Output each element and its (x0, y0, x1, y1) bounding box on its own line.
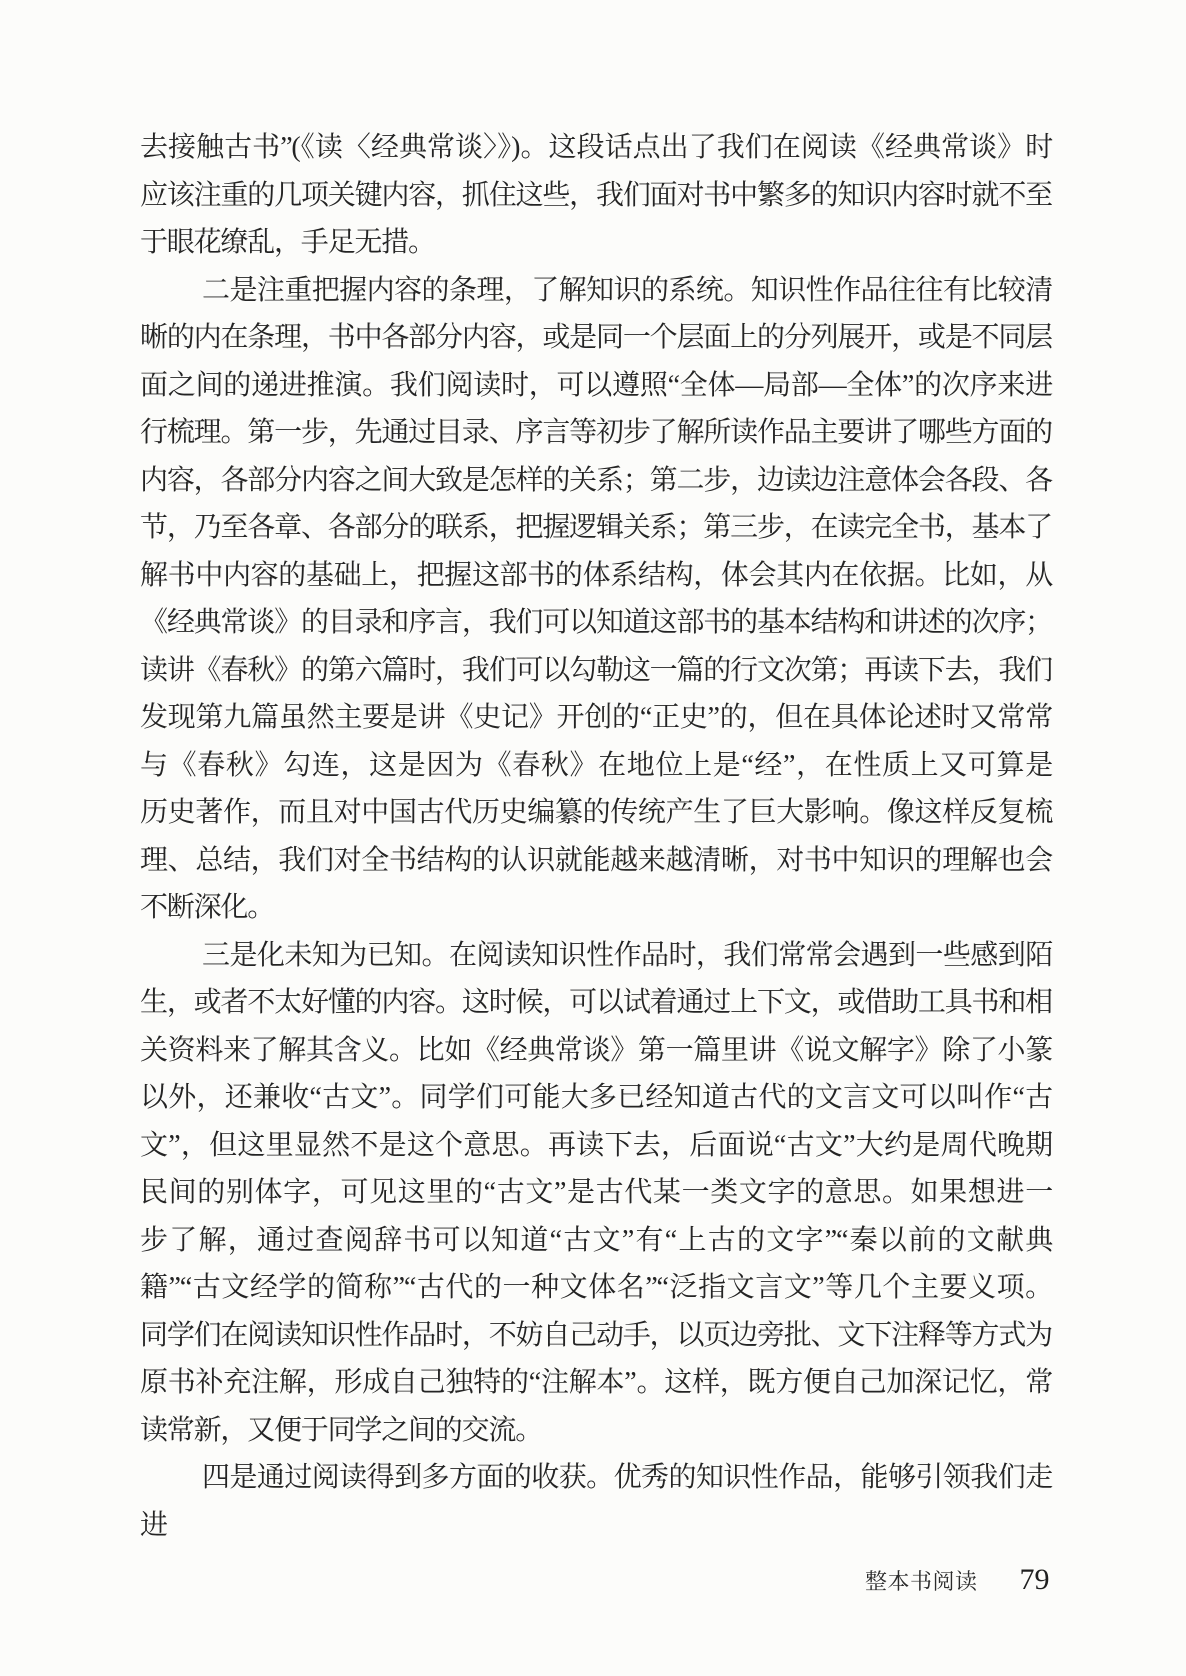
text-line: 三是化未知为已知。在阅读知识性作品时，我们常常会遇到一些感到陌 (202, 939, 1052, 971)
text-line: 同学们在阅读知识性作品时，不妨自己动手，以页边旁批、文下注释等方式为 (140, 1319, 1052, 1351)
text-line: 四是通过阅读得到多方面的收获。优秀的知识性作品，能够引领我们走进 (140, 1462, 1052, 1541)
footer-page-number: 79 (1019, 1563, 1050, 1596)
text-line: 读讲《春秋》的第六篇时，我们可以勾勒这一篇的行文次第；再读下去，我们 (140, 654, 1052, 686)
text-line: 面之间的递进推演。我们阅读时，可以遵照“全体—局部—全体”的次序来进 (140, 369, 1052, 401)
body-text (140, 124, 1052, 1541)
text-line: 籍”“古文经学的简称”“古代的一种文体名”“泛指文言文”等几个主要义项。 (140, 1272, 1052, 1303)
text-line: 读常新，又便于同学之间的交流。 (140, 1414, 543, 1446)
text-line: 节，乃至各章、各部分的联系，把握逻辑关系；第三步，在读完全书，基本了 (140, 512, 1052, 543)
text-line: 历史著作，而且对中国古代历史编纂的传统产生了巨大影响。像这样反复梳 (140, 797, 1052, 828)
text-line: 与《春秋》勾连，这是因为《春秋》在地位上是“经”，在性质上又可算是 (140, 749, 1052, 781)
text-line: 理、总结，我们对全书结构的认识就能越来越清晰，对书中知识的理解也会 (140, 844, 1052, 876)
text-line: 民间的别体字，可见这里的“古文”是古代某一类文字的意思。如果想进一 (140, 1177, 1052, 1208)
text-line: 关资料来了解其含义。比如《经典常谈》第一篇里讲《说文解字》除了小篆 (140, 1034, 1052, 1066)
text-line: 内容，各部分内容之间大致是怎样的关系；第二步，边读边注意体会各段、各 (140, 464, 1052, 496)
text-line: 步了解，通过查阅辞书可以知道“古文”有“上古的文字”“秦以前的文献典 (140, 1224, 1052, 1256)
text-line: 晰的内在条理，书中各部分内容，或是同一个层面上的分列展开，或是不同层 (140, 322, 1052, 353)
text-line: 于眼花缭乱，手足无措。 (140, 227, 435, 258)
text-line: 解书中内容的基础上，把握这部书的体系结构，体会其内在依据。比如，从 (140, 559, 1052, 591)
text-line: 不断深化。 (140, 892, 275, 923)
text-line: 生，或者不太好懂的内容。这时候，可以试着通过上下文，或借助工具书和相 (140, 987, 1052, 1018)
footer (865, 1563, 1050, 1597)
text-line: 文”，但这里显然不是这个意思。再读下去，后面说“古文”大约是周代晚期 (140, 1129, 1052, 1161)
text-line: 原书补充注解，形成自己独特的“注解本”。这样，既方便自己加深记忆，常 (140, 1367, 1052, 1398)
footer-section-label: 整本书阅读 (865, 1569, 978, 1594)
text-line: 行梳理。第一步，先通过目录、序言等初步了解所读作品主要讲了哪些方面的 (140, 417, 1052, 448)
text-line: 去接触古书”(《读〈经典常谈〉》)。这段话点出了我们在阅读《经典常谈》时 (140, 132, 1052, 163)
text-line: 二是注重把握内容的条理，了解知识的系统。知识性作品往往有比较清 (202, 274, 1052, 306)
text-line: 发现第九篇虽然主要是讲《史记》开创的“正史”的，但在具体论述时又常常 (140, 702, 1052, 733)
text-line: 《经典常谈》的目录和序言，我们可以知道这部书的基本结构和讲述的次序； (140, 607, 1052, 638)
text-line: 应该注重的几项关键内容，抓住这些，我们面对书中繁多的知识内容时就不至 (140, 179, 1052, 211)
text-line: 以外，还兼收“古文”。同学们可能大多已经知道古代的文言文可以叫作“古 (140, 1082, 1052, 1113)
